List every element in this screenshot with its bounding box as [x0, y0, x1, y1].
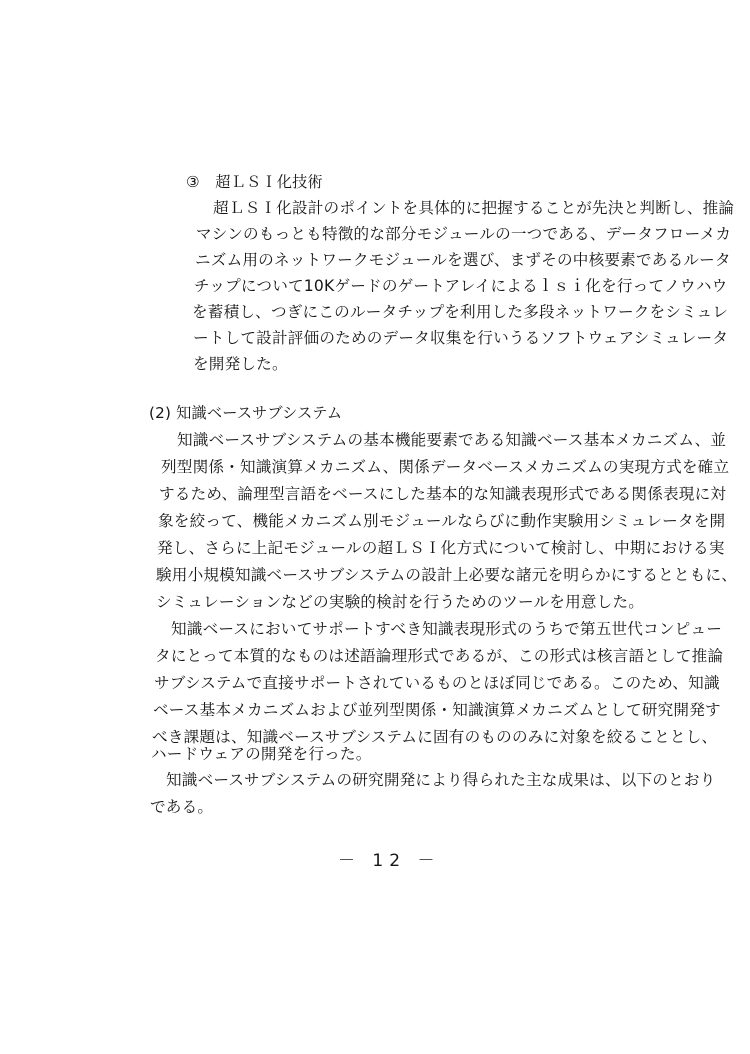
section-2-p1-line-6: 験用小規模知識ベースサブシステムの設計上必要な諸元を明らかにするとともに、	[156, 566, 738, 584]
section-3-line-6: ートして設計評価のためのデータ収集を行いうるソフトウェアシミュレータ	[193, 329, 729, 347]
section-3-line-4: チップについて10Kゲードのゲートアレイによるｌｓｉ化を行ってノウハウ	[194, 277, 728, 295]
section-2-heading: (2) 知識ベースサブシステム	[149, 404, 343, 422]
section-2-p1-line-2: 列型関係・知識演算メカニズム、関係データベースメカニズムの実現方式を確立	[161, 458, 730, 476]
section-2-p2-line-3: サブシステムで直接サポートされているものとほぼ同じである。このため、知識	[154, 674, 720, 692]
section-3-line-5: を蓄積し、つぎにこのルータチップを利用した多段ネットワークをシミュレ	[192, 303, 729, 321]
section-3-heading: ③ 超ＬＳＩ化技術	[186, 173, 323, 191]
section-2-p2-line-5: べき課題は、知識ベースサブシステムに固有のもののみに対象を絞ることとし、	[152, 728, 718, 746]
section-2-p1-line-1: 知識ベースサブシステムの基本機能要素である知識ベース基本メカニズム、並	[177, 431, 727, 449]
section-2-p2-line-4: ベース基本メカニズムおよび並列型関係・知識演算メカニズムとして研究開発す	[153, 701, 721, 719]
section-3-line-1: 超ＬＳＩ化設計のポイントを具体的に把握することが先決と判断し、推論	[213, 199, 735, 217]
section-3-line-7: を開発した。	[193, 355, 288, 373]
page-number: － 12 －	[338, 851, 441, 871]
section-2-p1-line-3: するため、論理型言語をベースにした基本的な知識表現形式である関係表現に対	[159, 485, 727, 503]
section-2-p1-line-4: 象を絞って、機能メカニズム別モジュールならびに動作実験用シミュレータを開	[158, 512, 726, 530]
section-2-p1-line-7: シミュレーションなどの実験的検討を行うためのツールを用意した。	[156, 593, 645, 611]
section-2-p2-line-2: タにとって本質的なものは述語論理形式であるが、この形式は核言語として推論	[155, 647, 724, 665]
section-2-p2-line-1: 知識ベースにおいてサポートすべき知識表現形式のうちで第五世代コンピュー	[171, 620, 723, 638]
section-2-p3-line-2: である。	[150, 798, 214, 816]
section-2-p2-line-6: ハードウェアの開発を行った。	[151, 745, 372, 763]
section-3-line-2: マシンのもっとも特徴的な部分モジュールの一つである、データフローメカ	[196, 225, 732, 243]
section-3-line-3: ニズム用のネットワークモジュールを選び、まずその中核要素であるルータ	[195, 251, 731, 269]
section-2-p1-line-5: 発し、さらに上記モジュールの超ＬＳＩ化方式について検討し、中期における実	[157, 539, 725, 557]
section-2-p3-line-1: 知識ベースサブシステムの研究開発により得られた主な成果は、以下のとおり	[166, 771, 716, 789]
